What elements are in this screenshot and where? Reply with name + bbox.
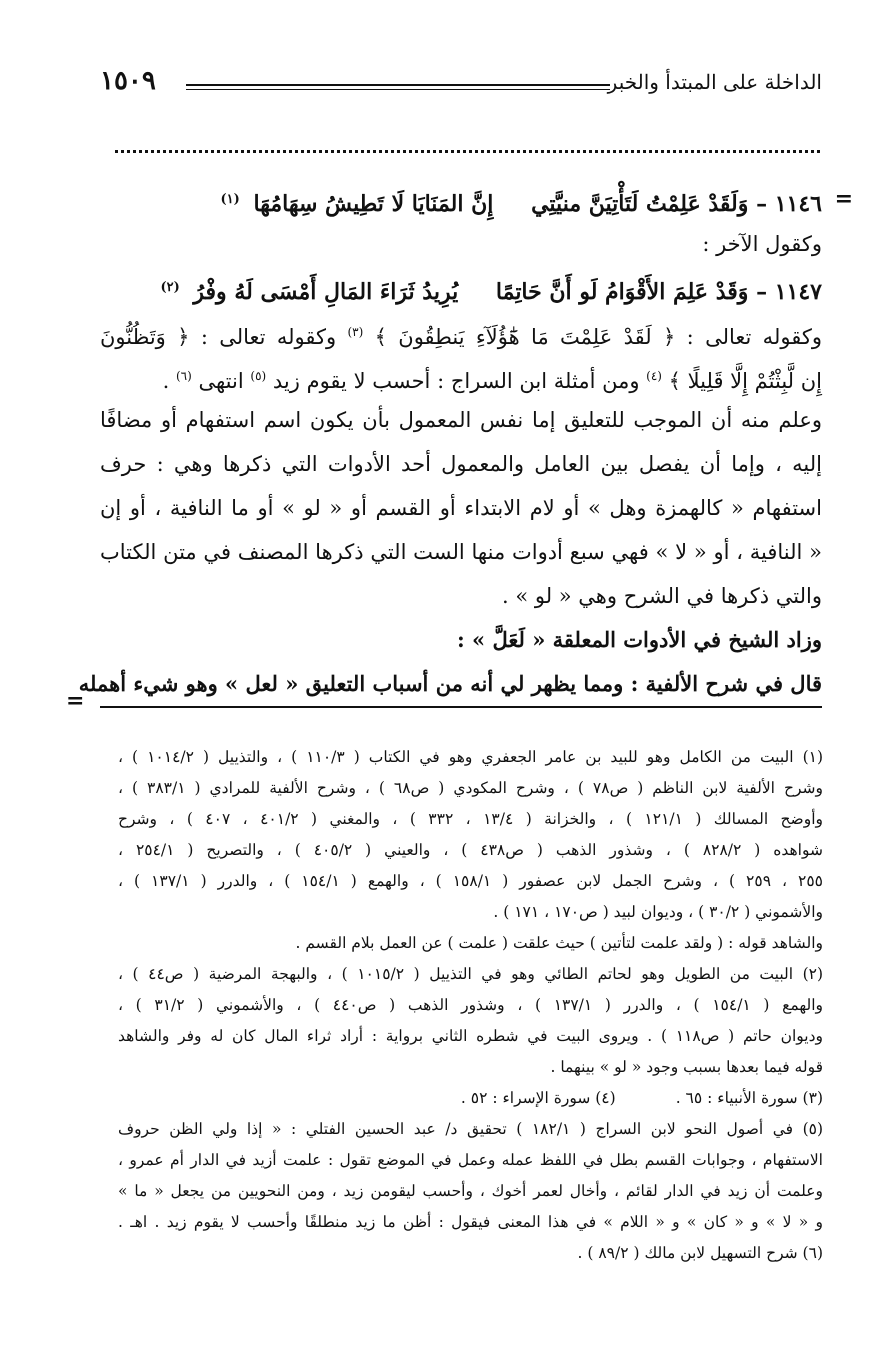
text-run: ومن أمثلة ابن السراج : أحسب لا يقوم زيد (272, 369, 640, 393)
quran-quote: ﴿ وَتَظُنُّونَ (100, 325, 190, 349)
footnote-line: والأشموني ( ٣٠/٢ ) ، وديوان لبيد ( ص١٧٠ ، ١٧١ ) . (493, 903, 823, 921)
text-line (100, 310, 822, 354)
main-text (78, 178, 822, 708)
text-line: والتي ذكرها في الشرح وهي « لو » . (501, 584, 822, 608)
footnote-line: (٥) في أصول النحو لابن السراج ( ١٨٢/١ ) تحقيق د/ عبد الحسين الفتلي : « إذا ولي الظن حروف (118, 1120, 824, 1138)
verse-hemistich-1: وَقَدْ عَلِمَ الأَقْوَامُ لَو أَنَّ حَاتِمًا (495, 279, 749, 306)
verse-hemistich-2: يُرِيدُ ثَرَاءَ المَالِ أَمْسَى لَهُ وفْرُ (193, 279, 459, 306)
footnote-line: (٦) شرح التسهيل لابن مالك ( ٨٩/٢ ) . (577, 1244, 823, 1262)
footnote-ref: (١) (220, 192, 240, 207)
footnote-line: و « لا » و « كان » و « اللام » في هذا المعنى فيقول : أظن ما زيد منطلقًا وأحسب لا يقوم زيد . اهـ . (118, 1213, 823, 1231)
verse-hemistich-2: إِنَّ المَنَايَا لَا تَطِيشُ سِهَامُهَا (253, 191, 494, 218)
footnotes (118, 742, 823, 1269)
continuation-mark: = (66, 688, 85, 714)
footnote-line: ٢٥٥ ، ٢٥٩ ) ، وشرح الجمل لابن عصفور ( ١٥٨/١ ) ، والهمع ( ١٥٤/١ ) ، والدرر ( ١٣٧/١ ) ، (118, 872, 824, 890)
text-line: « النافية ، أو « لا » فهي سبع أدوات منها الست التي ذكرها المصنف في متن الكتاب (100, 540, 822, 564)
footnote-line: الاستفهام ، وجوابات القسم بطل في اللفظ عمله وعمل في الموضع تقول : علمت أزيد في الدار أم عمرو ، (118, 1151, 823, 1169)
footnote-ref: (٦) (175, 369, 192, 383)
footnote-ref: (٢) (160, 280, 180, 295)
footnote-ref: (٥) (250, 369, 267, 383)
header-rule (186, 84, 610, 90)
footnote-line: وأوضح المسالك ( ١٢١/١ ) ، والخزانة ( ١٣/٤ ، ٣٣٢ ) ، والمغني ( ٤٠١/٢ ، ٤٠٧ ) ، وشرح (118, 810, 823, 828)
dotted-separator (115, 150, 820, 153)
footnote-ref: (٤) (646, 369, 662, 383)
text-run: . (162, 369, 170, 393)
continuation-mark: = (834, 186, 853, 212)
text-line: إليه ، وإما أن يفصل بين العامل والمعمول أحد الأدوات التي ذكرها وهي : حرف (100, 452, 822, 476)
verse-1146 (100, 178, 822, 222)
footnote-line: والهمع ( ١٥٤/١ ) ، والدرر ( ١٣٧/١ ) ، وشذور الذهب ( ص٤٤٠ ) ، والأشموني ( ٣١/٢ ) ، (118, 996, 823, 1014)
quran-quote: ﴿ لَقَدْ عَلِمْتَ مَا هَٰٓؤُلَآءِ يَنطِقُونَ ﴾ (374, 325, 676, 349)
page-number: ١٥٠٩ (100, 66, 156, 96)
verse-hemistich-1: وَلَقَدْ عَلِمْتُ لَتَأْتِيَنَّ منيَّتِي (531, 191, 749, 218)
footnote-line: (٢) البيت من الطويل وهو لحاتم الطائي وهو في التذييل ( ١٠١٥/٢ ) ، والبهجة المرضية ( ص٤٤ ) ، (118, 965, 824, 983)
verse-number: ١١٤٧ – (756, 279, 822, 306)
footnote-line (118, 1083, 823, 1114)
footnote-line: وشرح الألفية لابن الناظم ( ص٧٨ ) ، وشرح المكودي ( ص٦٨ ) ، وشرح الألفية للمرادي ( ٣٨٣/١ ) ، (118, 779, 823, 797)
running-title: الداخلة على المبتدأ والخبر (607, 70, 822, 94)
text-line: وكقول الآخر : (702, 232, 822, 256)
footnote-line: وديوان حاتم ( ص١١٨ ) . ويروى البيت في شطره الثاني برواية : أراد ثراء المال كان له وفر والشاهد (118, 1027, 823, 1045)
text-line (100, 354, 822, 398)
text-line: وزاد الشيخ في الأدوات المعلقة « لَعَلَّ » : (456, 627, 822, 652)
footnote-4: (٤) سورة الإسراء : ٥٢ . (460, 1089, 616, 1107)
quran-quote: إِن لَّبِثْتُمْ إِلَّا قَلِيلًا ﴾ (668, 369, 822, 393)
verse-number: ١١٤٦ – (756, 191, 822, 218)
text-run: وكقوله تعالى : (686, 325, 822, 349)
footnote-line: شواهده ( ٨٢٨/٢ ) ، وشذور الذهب ( ص٤٣٨ ) ، والعيني ( ٤٠٥/٢ ) ، والتصريح ( ٢٥٤/١ ، (118, 841, 823, 859)
footnote-line: (١) البيت من الكامل وهو للبيد بن عامر الجعفري وهو في الكتاب ( ١١٠/٣ ) ، والتذييل ( ١٠١٤/٢ ) ، (118, 748, 824, 766)
text-line: قال في شرح الألفية : ومما يظهر لي أنه من أسباب التعليق « لعل » وهو شيء أهمله (100, 662, 822, 708)
verse-1147 (100, 266, 822, 310)
footnote-ref: (٣) (347, 325, 364, 339)
text-run: انتهى (198, 369, 244, 393)
footnote-3: (٣) سورة الأنبياء : ٦٥ . (675, 1089, 823, 1107)
page-header (100, 66, 822, 106)
footnote-line: وعلمت أن زيد في الدار لقائم ، وأخال لعمر أخوك ، وأحسب ليقومن زيد ، ومن النحويين من يجعل « ما » (118, 1182, 823, 1200)
text-run: وكقوله تعالى : (200, 325, 337, 349)
footnote-line: والشاهد قوله : ( ولقد علمت لتأتين ) حيث علقت ( علمت ) عن العمل بلام القسم . (295, 934, 823, 952)
text-line: وعلم منه أن الموجب للتعليق إما نفس المعمول بأن يكون اسم استفهام أو مضافًا (100, 408, 822, 432)
text-line: استفهام « كالهمزة وهل » أو لام الابتداء أو القسم أو « لو » أو ما النافية ، أو إن (100, 496, 822, 520)
footnote-line: قوله فيما بعدها بسبب وجود « لو » بينهما . (550, 1058, 823, 1076)
